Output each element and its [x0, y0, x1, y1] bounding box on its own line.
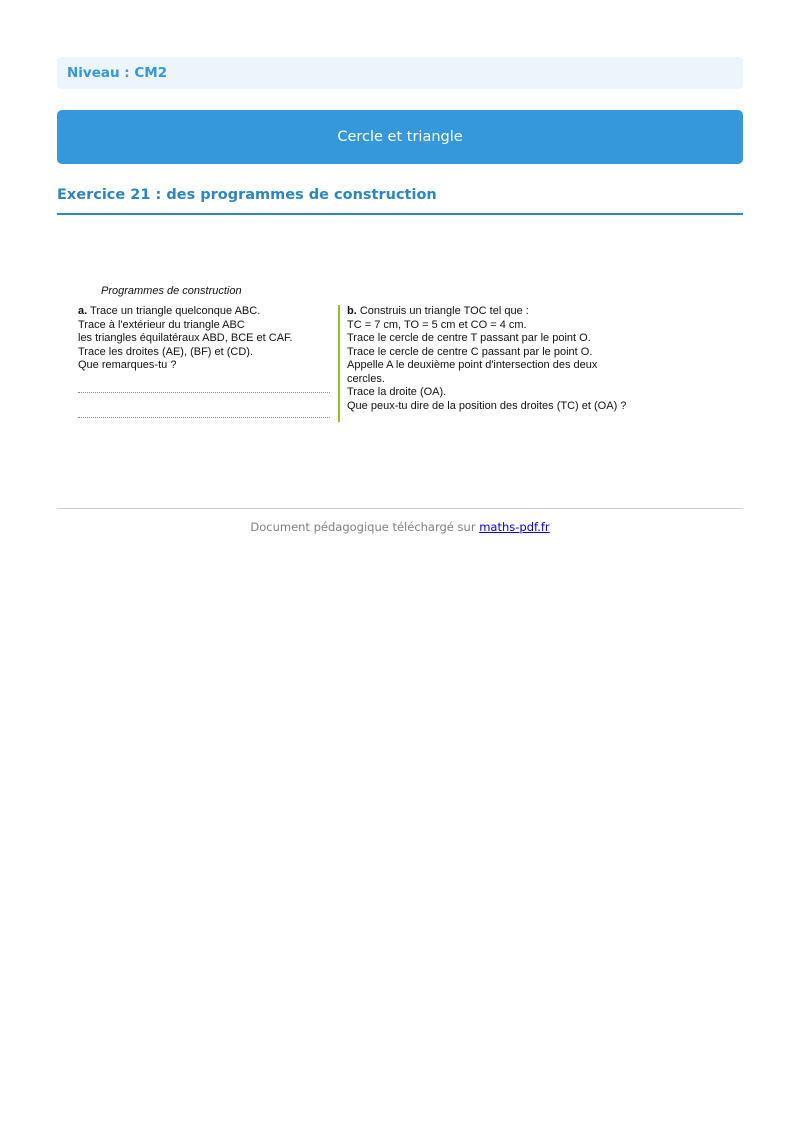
answer-lines	[78, 380, 330, 430]
part-b-line: Trace le cercle de centre C passant par le point O.	[347, 345, 593, 358]
part-a-line: les triangles équilatéraux ABD, BCE et CAF.	[78, 332, 293, 344]
answer-line[interactable]	[78, 405, 330, 418]
answer-line[interactable]	[78, 380, 330, 393]
page-title-banner	[57, 110, 743, 164]
part-a-line: Trace les droites (AE), (BF) et (CD).	[78, 345, 254, 358]
column-separator	[338, 305, 340, 422]
part-a-line-text: Trace un triangle quelconque ABC.	[90, 305, 261, 317]
exercise-title: Exercice 21 : des programmes de construction	[57, 185, 743, 215]
part-b-line: TC = 7 cm, TO = 5 cm et CO = 4 cm.	[347, 318, 527, 331]
page-title: Cercle et triangle	[337, 129, 463, 145]
part-a-line	[78, 305, 334, 319]
level-label	[57, 57, 743, 89]
part-a	[78, 305, 334, 373]
part-a-line: Que remarques-tu ?	[78, 359, 177, 371]
part-b	[347, 305, 671, 413]
part-b-line: Trace la droite (OA).	[347, 386, 447, 398]
part-b-line	[347, 305, 671, 319]
footer-text: Document pédagogique téléchargé sur	[250, 520, 480, 534]
part-a-line: Trace à l'extérieur du triangle ABC	[78, 318, 245, 331]
part-b-line: Appelle A le deuxième point d'intersection des deux	[347, 359, 598, 371]
part-b-line-text: Construis un triangle TOC tel que :	[359, 305, 529, 317]
part-b-line: Trace le cercle de centre T passant par le point O.	[347, 332, 591, 344]
part-a-letter: a.	[78, 305, 88, 317]
section-title: Programmes de construction	[101, 285, 242, 297]
footer	[57, 520, 743, 534]
footer-divider	[57, 508, 743, 509]
part-b-letter: b.	[347, 305, 357, 317]
part-b-line: cercles.	[347, 372, 385, 385]
level-text: Niveau : CM2	[67, 65, 168, 81]
footer-link[interactable]: maths-pdf.fr	[479, 520, 550, 534]
part-b-line: Que peux-tu dire de la position des droites (TC) et (OA) ?	[347, 399, 627, 412]
exercise-content	[77, 284, 677, 426]
